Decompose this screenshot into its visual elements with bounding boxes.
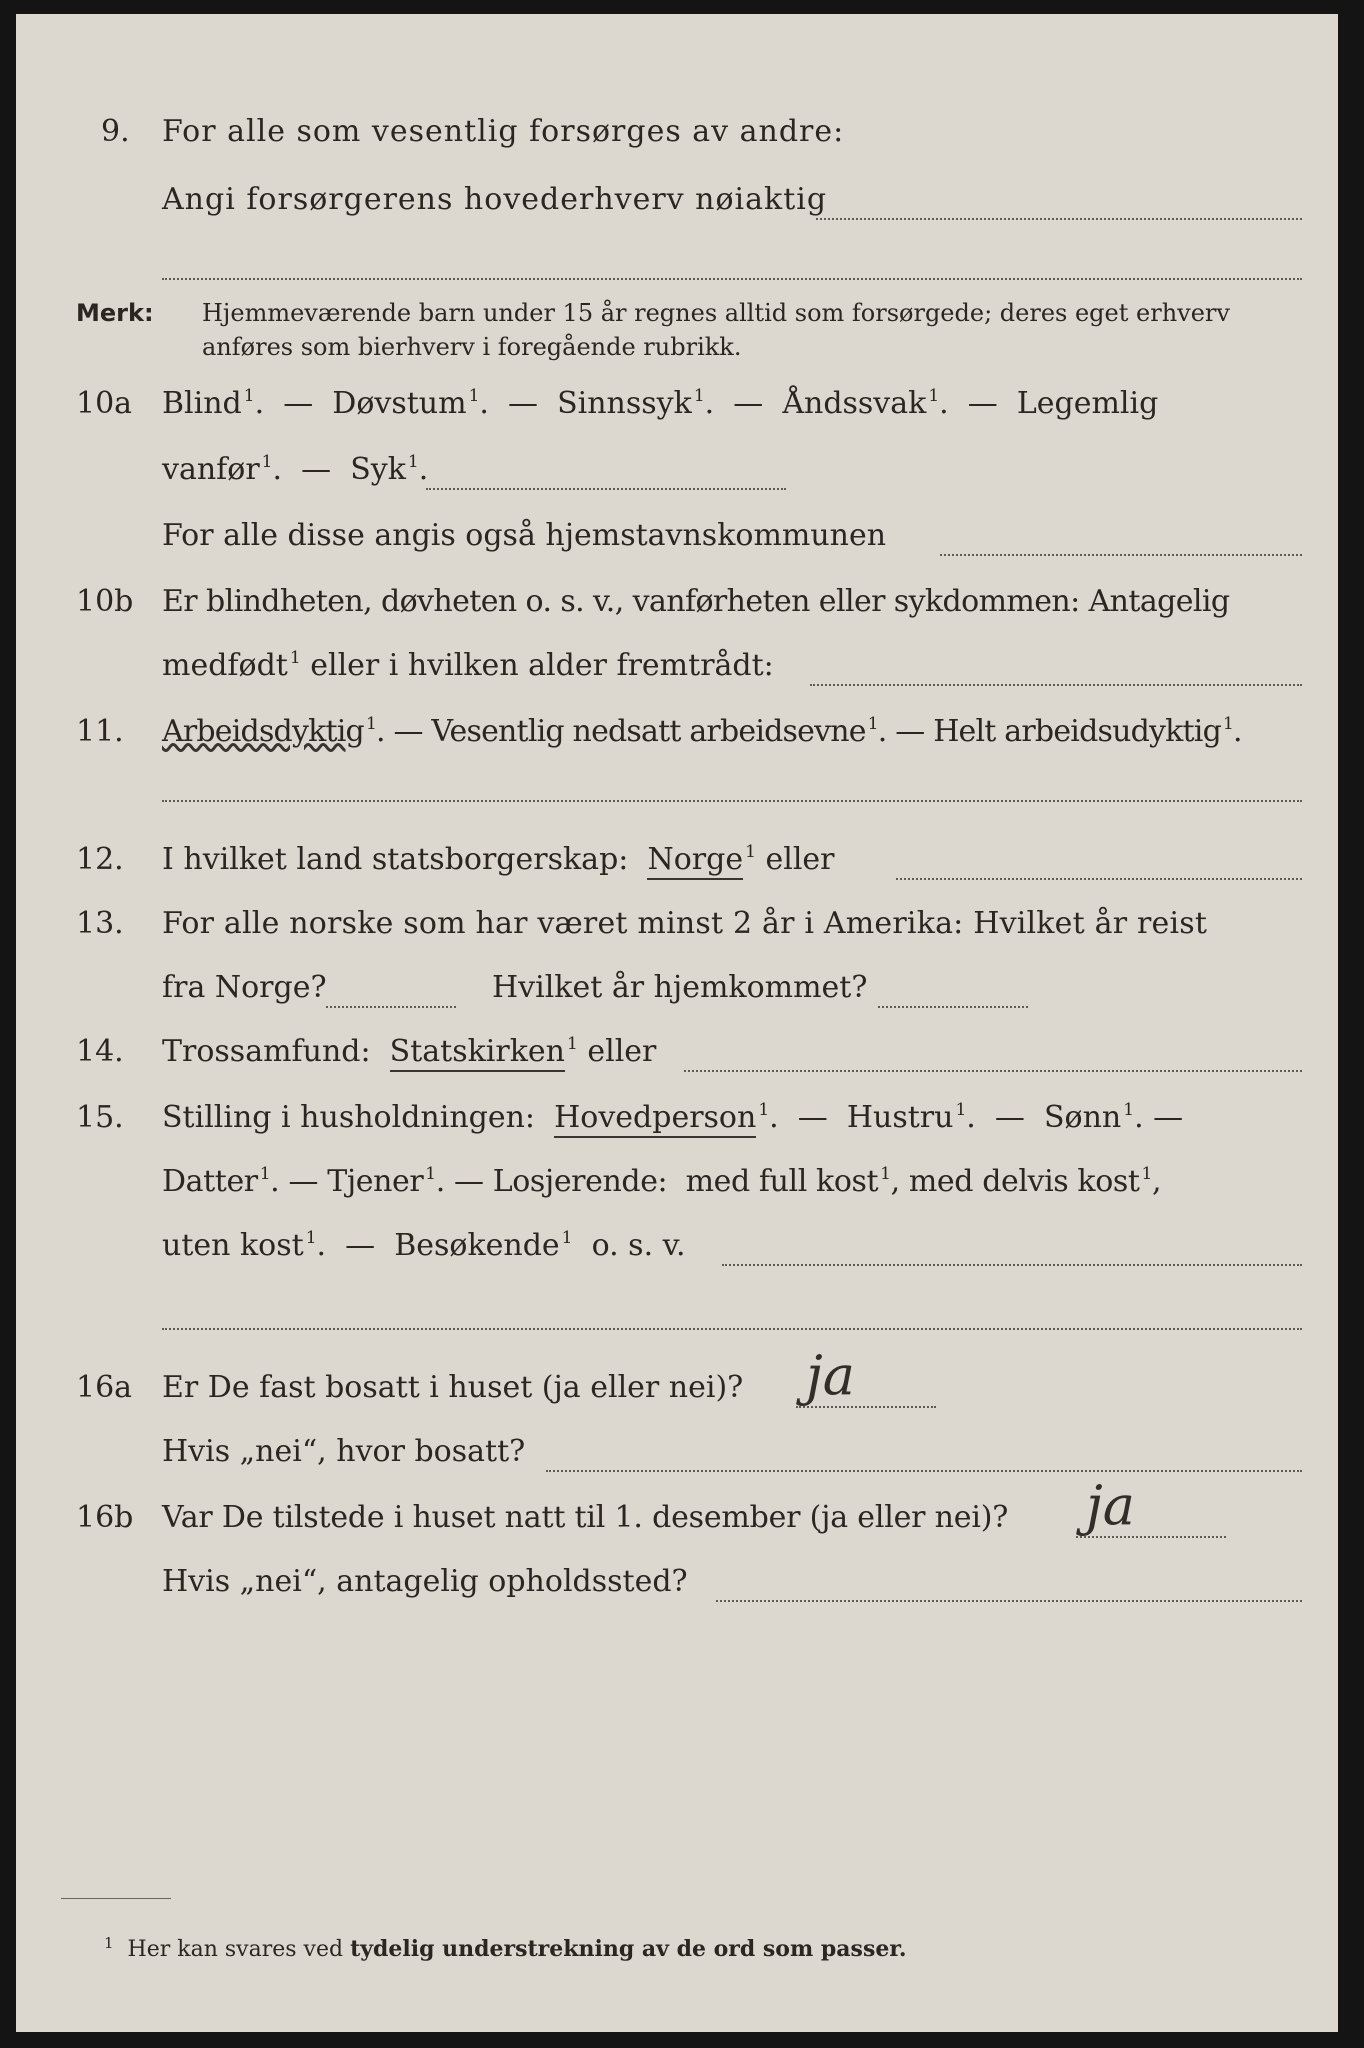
q12-number: 12. (76, 842, 124, 877)
opt-udyktig[interactable]: Helt arbeidsudyktig (933, 714, 1221, 749)
q12-answer-line[interactable] (896, 878, 1302, 880)
q16a-bosatt-line[interactable] (546, 1470, 1302, 1472)
q16b-row (16, 1474, 1338, 1544)
opt-uten-kost[interactable]: uten kost (162, 1228, 304, 1263)
q11-row (16, 714, 1338, 758)
q16a-line1: Er De fast bosatt i huset (ja eller nei)? (162, 1370, 744, 1405)
q10a-line3: For alle disse angis også hjemstavnskommunen (162, 518, 887, 553)
opt-sonn[interactable]: Sønn (1043, 1100, 1122, 1135)
opt-blind[interactable]: Blind (162, 386, 242, 421)
q15-line2: Datter $^1$. — Tjener $^1$. — Losjerende: med full kost $^1$, med delvis kost $^1$, (162, 1164, 1162, 1199)
q10a-number: 10a (76, 386, 133, 421)
q15-answer-line[interactable] (722, 1264, 1302, 1266)
q9-line2: Angi forsørgerens hovederhverv nøiaktig (162, 182, 828, 217)
form-page (16, 14, 1338, 2032)
merk-line1: Hjemmeværende barn under 15 år regnes alltid som forsørgede; deres eget erhverv (202, 299, 1230, 327)
q9-answer-line-2[interactable] (162, 278, 1302, 280)
q13-row-2 (16, 970, 1338, 1014)
q10b-answer-line[interactable] (810, 684, 1302, 686)
q10b-number: 10b (76, 584, 134, 619)
q15-row-3 (16, 1228, 1338, 1272)
q14-row (16, 1034, 1338, 1078)
q10b-line2: medfødt $^1$ eller i hvilken alder fremtrådt: (162, 648, 774, 683)
opt-hovedperson[interactable]: Hovedperson (554, 1100, 756, 1138)
q16a-row (16, 1344, 1338, 1414)
q13-line1: For alle norske som har været minst 2 år i Amerika: Hvilket år reist (162, 906, 1208, 941)
q9-line1: For alle som vesentlig forsørges av andre: (162, 114, 845, 149)
opt-dovstum[interactable]: Døvstum (332, 386, 467, 421)
q13-number: 13. (76, 906, 124, 941)
opt-syk[interactable]: Syk (350, 452, 406, 487)
opt-tjener[interactable]: Tjener (327, 1164, 424, 1199)
q10a-syk-line[interactable] (426, 488, 786, 490)
q13-row (16, 906, 1338, 950)
q10b-row (16, 584, 1338, 628)
q10a-line2: vanfør $^1$. — Syk $^1$. (162, 452, 429, 487)
q10b-row-2 (16, 648, 1338, 692)
q9-row (16, 114, 1338, 158)
q14-number: 14. (76, 1034, 124, 1069)
q9-answer-line[interactable] (816, 218, 1302, 220)
q13-reist-line[interactable] (326, 1006, 456, 1008)
q10a-kommune-line[interactable] (940, 554, 1302, 556)
opt-norge[interactable]: Norge (647, 842, 743, 880)
opt-vanfor[interactable]: vanfør (162, 452, 260, 487)
merk-line2: anføres som bierhverv i foregående rubrikk. (202, 333, 742, 361)
footnote-rule (61, 1898, 171, 1899)
q16b-line1: Var De tilstede i huset natt til 1. desember (ja eller nei)? (162, 1500, 1009, 1535)
opt-datter[interactable]: Datter (162, 1164, 258, 1199)
q15-line3: uten kost $^1$. — Besøkende $^1$ o. s. v. (162, 1228, 686, 1263)
opt-sinnssyk[interactable]: Sinnssyk (557, 386, 692, 421)
q16a-number: 16a (76, 1370, 133, 1405)
q13-fra: fra Norge? (162, 970, 327, 1005)
q13-hjem: Hvilket år hjemkommet? (492, 970, 868, 1005)
opt-andssvak[interactable]: Åndssvak (782, 386, 927, 421)
q16b-line2: Hvis „nei“, antagelig opholdssted? (162, 1564, 688, 1599)
q16a-line2: Hvis „nei“, hvor bosatt? (162, 1434, 526, 1469)
opt-medfodt[interactable]: medfødt (162, 648, 288, 683)
q11-answer-line[interactable] (162, 800, 1302, 802)
q15-row (16, 1100, 1338, 1144)
q12-row (16, 842, 1338, 886)
opt-legemlig[interactable]: Legemlig (1016, 386, 1159, 421)
q16a-row-2 (16, 1434, 1338, 1478)
q10a-row-3 (16, 518, 1338, 562)
q14-answer-line[interactable] (684, 1070, 1302, 1072)
q16a-handwritten-answer: ja (806, 1344, 855, 1407)
opt-full-kost[interactable]: med full kost (685, 1164, 879, 1199)
q16b-row-2 (16, 1564, 1338, 1608)
q9-number: 9. (101, 114, 130, 149)
footnote-text-2: tydelig understrekning av de ord som passer. (350, 1936, 907, 1962)
q15-number: 15. (76, 1100, 124, 1135)
q11-number: 11. (76, 714, 124, 749)
opt-statskirken[interactable]: Statskirken (390, 1034, 565, 1072)
q10a-row-2 (16, 452, 1338, 496)
q11-options: Arbeidsdyktig $^1$. — Vesentlig nedsatt arbeidsevne $^1$. — Helt arbeidsudyktig $^1$. (162, 714, 1242, 749)
q15-answer-line-2[interactable] (162, 1328, 1302, 1330)
q12-text: I hvilket land statsborgerskap: Norge $^1$ eller (162, 842, 835, 877)
footnote (104, 1934, 907, 1962)
q9-row-2 (16, 182, 1338, 226)
footnote-text-1: Her kan svares ved (127, 1937, 344, 1962)
q14-text: Trossamfund: Statskirken $^1$ eller (162, 1034, 656, 1069)
footnote-mark: 1 (104, 1934, 114, 1952)
q13-hjem-line[interactable] (878, 1006, 1028, 1008)
q15-row-2 (16, 1164, 1338, 1208)
q10a-options: Blind $^1$. — Døvstum $^1$. — Sinnssyk $^1$. — Åndssvak $^1$. — Legemlig (162, 386, 1159, 421)
opt-delvis-kost[interactable]: med delvis kost (908, 1164, 1140, 1199)
q10a-row (16, 386, 1338, 430)
q16b-number: 16b (76, 1500, 134, 1535)
opt-nedsatt[interactable]: Vesentlig nedsatt arbeidsevne (431, 714, 866, 749)
q15-line1: Stilling i husholdningen: Hovedperson $^1$. — Hustru $^1$. — Sønn $^1$. — (162, 1100, 1183, 1135)
opt-arbeidsdyktig[interactable]: Arbeidsdyktig (162, 714, 364, 749)
q16b-sted-line[interactable] (716, 1600, 1302, 1602)
merk-label: Merk: (76, 299, 154, 327)
q16b-handwritten-answer: ja (1086, 1474, 1135, 1537)
q10b-line1: Er blindheten, døvheten o. s. v., vanførheten eller sykdommen: Antagelig (162, 584, 1230, 619)
opt-besokende[interactable]: Besøkende (394, 1228, 560, 1263)
opt-hustru[interactable]: Hustru (846, 1100, 954, 1135)
